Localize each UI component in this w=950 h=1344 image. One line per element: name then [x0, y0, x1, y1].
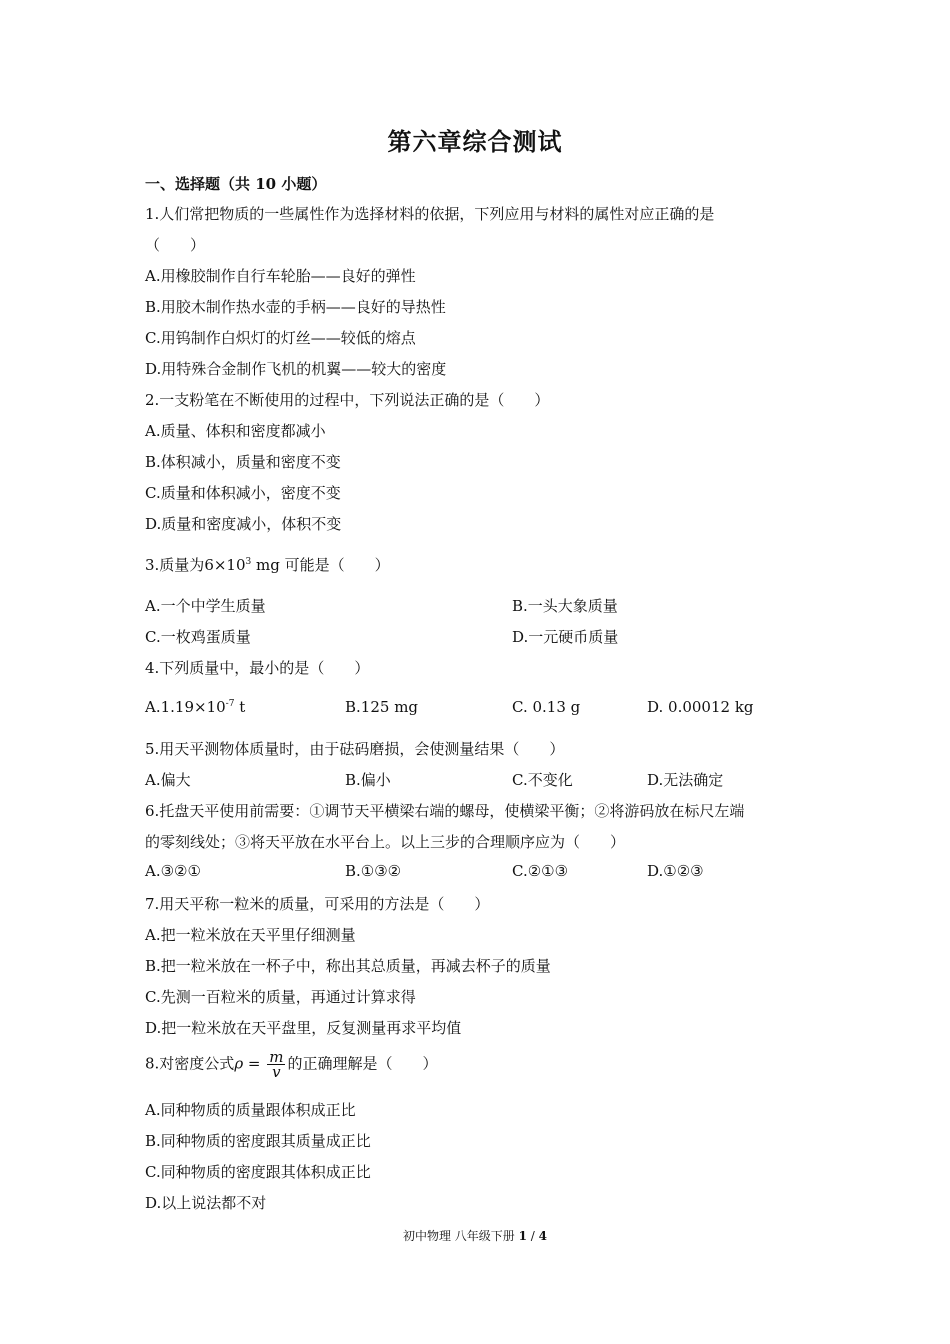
- q5-option-d: D.无法确定: [647, 771, 724, 789]
- section-heading: 一、选择题（共 10 小题）: [145, 175, 327, 193]
- q7-option-b: B.把一粒米放在一杯子中，称出其总质量，再减去杯子的质量: [145, 957, 551, 975]
- q3-stem-base: 6×10: [204, 556, 246, 574]
- q7-option-c: C.先测一百粒米的质量，再通过计算求得: [145, 988, 416, 1006]
- q2-option-d: D.质量和密度减小，体积不变: [145, 515, 342, 533]
- q8-stem: [145, 1050, 438, 1079]
- q4-option-a-base: A.1.19×10: [145, 698, 226, 716]
- q1-option-d: D.用特殊合金制作飞机的机翼——较大的密度: [145, 360, 447, 378]
- footer-page-number: 1: [518, 1229, 527, 1243]
- q6-stem-line1: 6.托盘天平使用前需要：①调节天平横梁右端的螺母，使横梁平衡；②将游码放在标尺左端: [145, 802, 745, 820]
- q8-rho: ρ: [234, 1054, 244, 1073]
- footer-separator: /: [526, 1229, 539, 1243]
- q5-option-a: A.偏大: [145, 771, 191, 789]
- q3-stem: [145, 554, 390, 575]
- q1-option-a: A.用橡胶制作自行车轮胎——良好的弹性: [145, 267, 416, 285]
- q2-stem: 2.一支粉笔在不断使用的过程中，下列说法正确的是（ ）: [145, 391, 550, 409]
- q6-stem-line2: 的零刻线处；③将天平放在水平台上。以上三步的合理顺序应为（ ）: [145, 833, 626, 851]
- page-footer: [0, 1227, 950, 1244]
- q6-option-a: A.③②①: [145, 862, 201, 880]
- q5-stem: 5.用天平测物体质量时，由于砝码磨损，会使测量结果（ ）: [145, 740, 565, 758]
- q7-option-a: A.把一粒米放在天平里仔细测量: [145, 926, 356, 944]
- q3-stem-prefix: 3.质量为: [145, 556, 205, 574]
- q3-option-c: C.一枚鸡蛋质量: [145, 628, 251, 646]
- q8-numerator: m: [269, 1048, 284, 1066]
- q7-stem: 7.用天平称一粒米的质量，可采用的方法是（ ）: [145, 895, 490, 913]
- q6-option-b: B.①③②: [345, 862, 402, 880]
- footer-subject: 初中物理 八年级下册: [402, 1229, 519, 1243]
- q1-stem-line1: 1.人们常把物质的一些属性作为选择材料的依据，下列应用与材料的属性对应正确的是: [145, 205, 715, 223]
- q8-option-b: B.同种物质的密度跟其质量成正比: [145, 1132, 371, 1150]
- q1-option-b: B.用胶木制作热水壶的手柄——良好的导热性: [145, 298, 446, 316]
- q8-option-d: D.以上说法都不对: [145, 1194, 267, 1212]
- q3-option-a: A.一个中学生质量: [145, 597, 266, 615]
- q1-stem-line2: （ ）: [145, 236, 206, 254]
- q4-option-a-exponent: -7: [225, 699, 235, 709]
- q2-option-a: A.质量、体积和密度都减小: [145, 422, 326, 440]
- q6-option-c: C.②①③: [512, 862, 569, 880]
- q4-option-d: D. 0.00012 kg: [647, 698, 754, 716]
- footer-page-total: 4: [538, 1229, 548, 1243]
- q5-option-b: B.偏小: [345, 771, 391, 789]
- q6-option-d: D.①②③: [647, 862, 704, 880]
- q2-option-c: C.质量和体积减小，密度不变: [145, 484, 341, 502]
- q3-stem-exponent: 3: [245, 557, 252, 567]
- q8-stem-suffix: 的正确理解是（ ）: [287, 1054, 438, 1073]
- page-title: 第六章综合测试: [387, 127, 563, 156]
- q4-stem: 4.下列质量中，最小的是（ ）: [145, 659, 370, 677]
- q3-option-b: B.一头大象质量: [512, 597, 618, 615]
- q3-option-d: D.一元硬币质量: [512, 628, 619, 646]
- q8-stem-prefix: 8.对密度公式: [145, 1054, 235, 1073]
- q2-option-b: B.体积减小，质量和密度不变: [145, 453, 341, 471]
- q4-option-c: C. 0.13 g: [512, 698, 581, 716]
- q8-denominator: v: [272, 1063, 281, 1081]
- q8-option-a: A.同种物质的质量跟体积成正比: [145, 1101, 356, 1119]
- q4-option-b: B.125 mg: [345, 698, 419, 716]
- q1-option-c: C.用钨制作白炽灯的灯丝——较低的熔点: [145, 329, 416, 347]
- q4-option-a-unit: t: [234, 698, 246, 716]
- q5-option-c: C.不变化: [512, 771, 573, 789]
- q8-equals: =: [243, 1054, 266, 1073]
- q3-stem-suffix: mg 可能是（ ）: [251, 556, 390, 574]
- q7-option-d: D.把一粒米放在天平盘里，反复测量再求平均值: [145, 1019, 462, 1037]
- q8-option-c: C.同种物质的密度跟其体积成正比: [145, 1163, 371, 1181]
- q4-option-a: [145, 698, 245, 716]
- q8-formula-fraction: [267, 1050, 285, 1079]
